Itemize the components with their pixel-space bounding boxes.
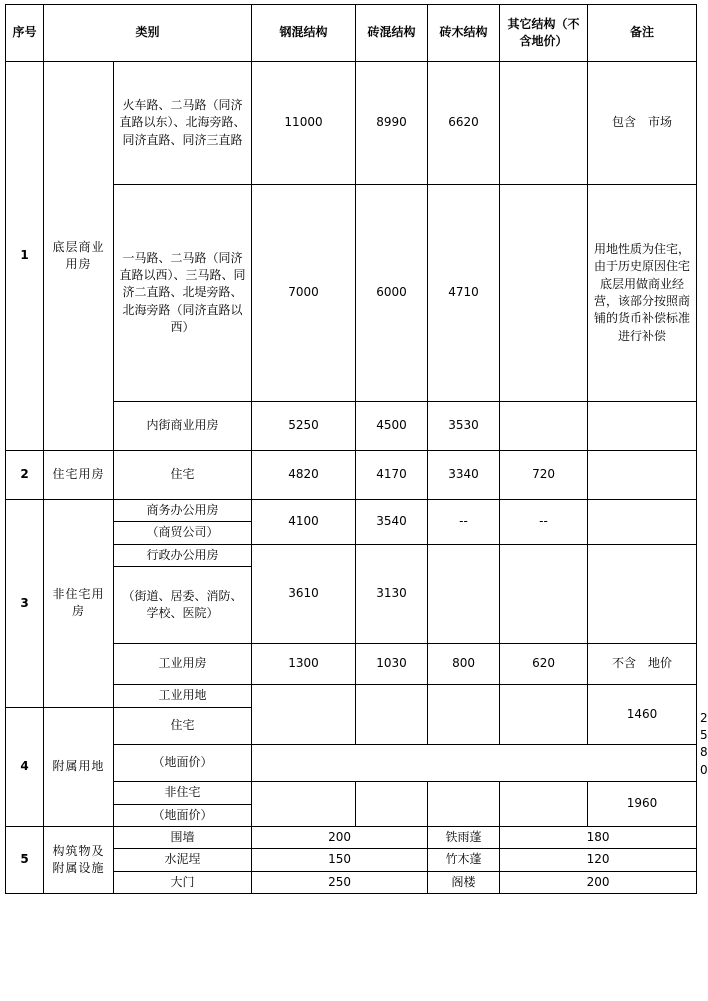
row-3-item-2-label-line1: 行政办公用房 [114, 544, 252, 566]
row-1-item-1-brick-concrete: 8990 [356, 62, 428, 185]
row-1-item-3-steel-concrete: 5250 [252, 402, 356, 451]
table-row: 4 附属用地 住宅 2580 [6, 707, 697, 744]
row-group-5-label: 构筑物及附属设施 [44, 826, 114, 893]
row-4-item-2-label-line2: （地面价） [114, 804, 252, 826]
header-index: 序号 [6, 5, 44, 62]
row-3-item-3-brick-wood: 800 [428, 644, 500, 685]
row-4-item-2-remark: 1960 [588, 782, 697, 827]
table-row [6, 451, 697, 500]
row-3-item-3-steel-concrete: 1300 [252, 644, 356, 685]
row-1-item-1-remark: 包含 市场 [588, 62, 697, 185]
row-1-item-3-remark [588, 402, 697, 451]
row-index-4: 4 [6, 707, 44, 826]
row-1-item-2-other [500, 185, 588, 402]
row-index-3: 3 [6, 500, 44, 708]
row-3-item-2-steel-concrete: 3610 [252, 544, 356, 643]
row-1-item-2-label: 一马路、二马路（同济直路以西）、三马路、同济二直路、北堤旁路、北海旁路（同济直路以西） [114, 185, 252, 402]
row-1-item-2-remark: 用地性质为住宅，由于历史原因住宅底层用做商业经营，该部分按照商铺的货币补偿标准进行补偿 [588, 185, 697, 402]
row-3-item-1-brick-concrete: 3540 [356, 500, 428, 545]
row-3-item-1-remark [588, 500, 697, 545]
row-3-item-1-steel-concrete: 4100 [252, 500, 356, 545]
row-3-item-1-label-line2: （商贸公司） [114, 522, 252, 544]
row-4-item-2-brick-wood [428, 782, 500, 827]
row-4-item-2-other [500, 782, 588, 827]
row-3-item-4-steel-concrete [252, 685, 356, 745]
row-1-item-3-label: 内街商业用房 [114, 402, 252, 451]
row-1-item-1-steel-concrete: 11000 [252, 62, 356, 185]
row-group-4-label: 附属用地 [44, 707, 114, 826]
row-5-item-3-value-left: 250 [252, 871, 428, 893]
row-1-item-2-brick-wood: 4710 [428, 185, 500, 402]
row-4-item-1-label-line2: （地面价） [114, 744, 252, 781]
table-row [6, 500, 697, 522]
row-3-item-1-label-line1: 商务办公用房 [114, 500, 252, 522]
row-4-item-2-steel-concrete [252, 782, 356, 827]
header-steel-concrete: 钢混结构 [252, 5, 356, 62]
row-5-item-2-value-left: 150 [252, 849, 428, 871]
row-group-1-label: 底层商业用房 [44, 62, 114, 451]
row-2-item-1-steel-concrete: 4820 [252, 451, 356, 500]
row-index-5: 5 [6, 826, 44, 893]
row-5-item-2-value-right: 120 [500, 849, 697, 871]
row-3-item-4-brick-concrete [356, 685, 428, 745]
row-3-item-3-label: 工业用房 [114, 644, 252, 685]
row-4-item-1-label-line1: 住宅 [114, 707, 252, 744]
header-remark: 备注 [588, 5, 697, 62]
row-2-item-1-brick-wood: 3340 [428, 451, 500, 500]
row-index-1: 1 [6, 62, 44, 451]
row-index-2: 2 [6, 451, 44, 500]
compensation-standard-table [5, 4, 708, 894]
row-1-item-3-other [500, 402, 588, 451]
row-1-item-1-brick-wood: 6620 [428, 62, 500, 185]
header-other-structure: 其它结构（不含地价） [500, 5, 588, 62]
row-2-item-1-brick-concrete: 4170 [356, 451, 428, 500]
row-2-item-1-label: 住宅 [114, 451, 252, 500]
row-3-item-4-remark: 1460 [588, 685, 697, 745]
row-5-item-1-value-left: 200 [252, 826, 428, 848]
row-group-2-label: 住宅用房 [44, 451, 114, 500]
row-3-item-2-brick-wood [428, 544, 500, 643]
row-3-item-3-other: 620 [500, 644, 588, 685]
row-5-item-3-name-left: 大门 [114, 871, 252, 893]
row-1-item-1-other [500, 62, 588, 185]
header-brick-wood: 砖木结构 [428, 5, 500, 62]
row-2-item-1-remark [588, 451, 697, 500]
row-5-item-3-name-right: 阁楼 [428, 871, 500, 893]
row-1-item-2-steel-concrete: 7000 [252, 185, 356, 402]
row-1-item-1-label: 火车路、二马路（同济直路以东）、北海旁路、同济直路、同济三直路 [114, 62, 252, 185]
row-3-item-3-remark: 不含 地价 [588, 644, 697, 685]
row-3-item-2-other [500, 544, 588, 643]
row-3-item-3-brick-concrete: 1030 [356, 644, 428, 685]
row-5-item-3-value-right: 200 [500, 871, 697, 893]
header-category: 类别 [44, 5, 252, 62]
row-1-item-2-brick-concrete: 6000 [356, 185, 428, 402]
row-1-item-3-brick-wood: 3530 [428, 402, 500, 451]
row-5-item-1-name-left: 围墙 [114, 826, 252, 848]
row-5-item-2-name-right: 竹木蓬 [428, 849, 500, 871]
row-1-item-3-brick-concrete: 4500 [356, 402, 428, 451]
table-header-row [6, 5, 697, 62]
row-group-3-label: 非住宅用房 [44, 500, 114, 708]
row-2-item-1-other: 720 [500, 451, 588, 500]
row-4-item-2-label-line1: 非住宅 [114, 782, 252, 804]
header-brick-concrete: 砖混结构 [356, 5, 428, 62]
row-3-item-1-other: -- [500, 500, 588, 545]
table-row [6, 826, 697, 848]
row-3-item-4-other [500, 685, 588, 745]
table-row [6, 62, 697, 185]
row-5-item-1-value-right: 180 [500, 826, 697, 848]
row-3-item-4-label-line1: 工业用地 [114, 685, 252, 707]
row-3-item-4-brick-wood [428, 685, 500, 745]
row-5-item-1-name-right: 铁雨蓬 [428, 826, 500, 848]
row-3-item-2-label-line2: （街道、居委、消防、学校、医院） [114, 567, 252, 644]
row-3-item-1-brick-wood: -- [428, 500, 500, 545]
compensation-standard-table-page [0, 4, 708, 1001]
row-3-item-2-brick-concrete: 3130 [356, 544, 428, 643]
row-4-item-2-brick-concrete [356, 782, 428, 827]
row-5-item-2-name-left: 水泥埕 [114, 849, 252, 871]
row-3-item-2-remark [588, 544, 697, 643]
